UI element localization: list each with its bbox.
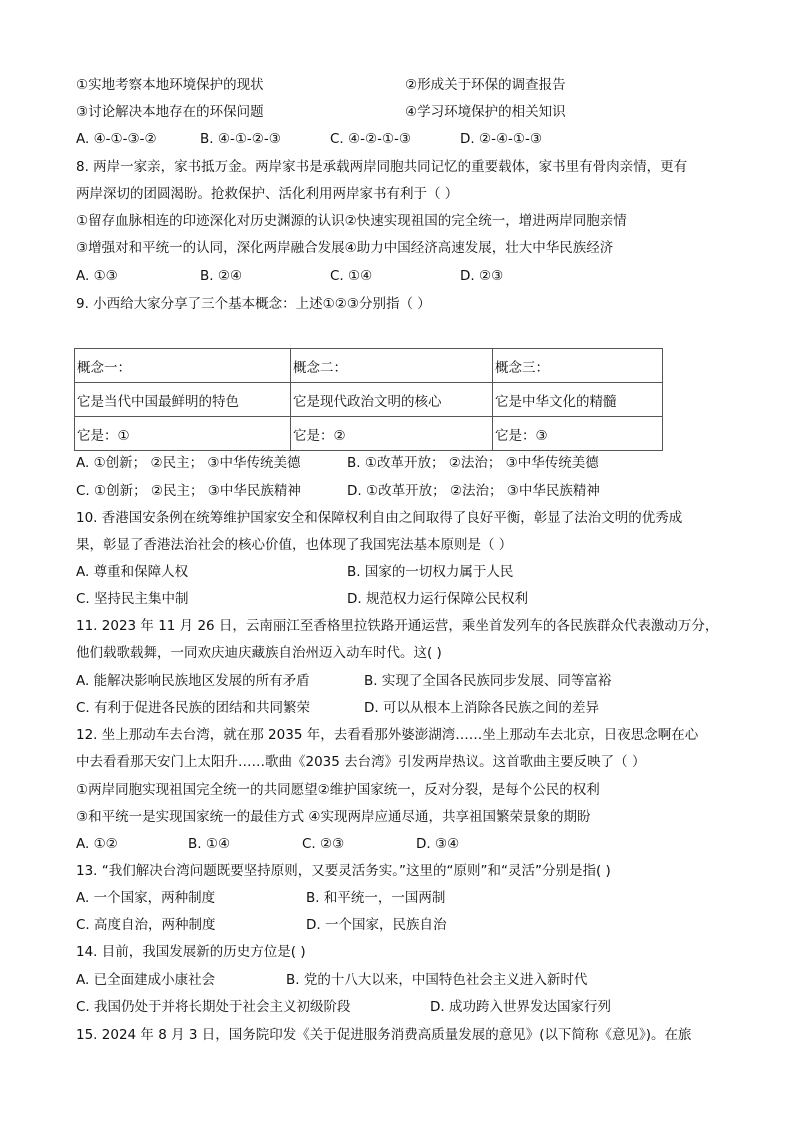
q8-option-a: A. ①③ <box>76 268 118 284</box>
table-row <box>75 417 663 451</box>
table-row <box>75 383 663 417</box>
q12-option-a: A. ①② <box>76 836 118 852</box>
q7-option-a: A. ④-①-③-② <box>76 131 157 147</box>
q13-option-b: B. 和平统一，一国两制 <box>306 890 446 906</box>
q9-option-b: B. ①改革开放； ②法治； ③中华传统美德 <box>347 455 599 471</box>
q13-option-c: C. 高度自治，两种制度 <box>76 917 216 933</box>
q7-option-b: B. ④-①-②-③ <box>200 131 281 147</box>
q10-stem-line1: 10. 香港国安条例在统筹维护国家安全和保障权利自由之间取得了良好平衡，彰显了法治文明的优秀成 <box>76 510 683 526</box>
q11-stem-line1: 11. 2023 年 11 月 26 日，云南丽江至香格里拉铁路开通运营，乘坐首发列车的各民族群众代表激动万分， <box>76 618 719 634</box>
table-cell: 它是当代中国最鲜明的特色 <box>75 383 291 417</box>
q7-item4: ④学习环境保护的相关知识 <box>405 104 566 120</box>
q14-option-a: A. 已全面建成小康社会 <box>76 972 216 988</box>
q7-item2: ②形成关于环保的调查报告 <box>405 77 566 93</box>
q8-stem-line2: 两岸深切的团圆渴盼。抢救保护、活化利用两岸家书有利于（ ） <box>76 186 459 202</box>
q13-option-d: D. 一个国家，民族自治 <box>306 917 447 933</box>
q8-option-d: D. ②③ <box>460 268 504 284</box>
q8-item-line2: ③增强对和平统一的认同，深化两岸融合发展④助力中国经济高速发展，壮大中华民族经济 <box>76 240 614 256</box>
q12-option-d: D. ③④ <box>416 836 460 852</box>
q12-option-c: C. ②③ <box>302 836 345 852</box>
q14-option-c: C. 我国仍处于并将长期处于社会主义初级阶段 <box>76 999 351 1015</box>
q15-stem-line1: 15. 2024 年 8 月 3 日，国务院印发《关于促进服务消费高质量发展的意见》(以下简称《意见》)。在旅 <box>76 1027 692 1043</box>
q11-option-c: C. 有利于促进各民族的团结和共同繁荣 <box>76 700 311 716</box>
table-cell: 它是：① <box>75 417 291 451</box>
q10-stem-line2: 果，彰显了香港法治社会的核心价值，也体现了我国宪法基本原则是（ ） <box>76 537 513 553</box>
table-cell: 概念一： <box>75 349 291 383</box>
q14-stem: 14. 目前，我国发展新的历史方位是( ) <box>76 944 306 960</box>
q7-item3: ③讨论解决本地存在的环保问题 <box>76 104 264 120</box>
q14-option-b: B. 党的十八大以来，中国特色社会主义进入新时代 <box>286 972 588 988</box>
q8-item-line1: ①留存血脉相连的印迹深化对历史渊源的认识②快速实现祖国的完全统一，增进两岸同胞亲情 <box>76 213 627 229</box>
table-cell: 概念三： <box>493 349 663 383</box>
q8-stem-line1: 8. 两岸一家亲，家书抵万金。两岸家书是承载两岸同胞共同记忆的重要载体，家书里有骨肉亲情，更有 <box>76 159 688 175</box>
q8-option-b: B. ②④ <box>200 268 243 284</box>
q10-option-d: D. 规范权力运行保障公民权利 <box>347 591 528 607</box>
q10-option-b: B. 国家的一切权力属于人民 <box>347 564 514 580</box>
q9-option-d: D. ①改革开放； ②法治； ③中华民族精神 <box>347 483 600 499</box>
q8-option-c: C. ①④ <box>330 268 373 284</box>
q7-option-c: C. ④-②-①-③ <box>330 131 412 147</box>
table-cell: 它是中华文化的精髓 <box>493 383 663 417</box>
q7-option-d: D. ②-④-①-③ <box>460 131 543 147</box>
q9-option-a: A. ①创新； ②民主； ③中华传统美德 <box>76 455 301 471</box>
q9-stem: 9. 小西给大家分享了三个基本概念：上述①②③分别指（ ） <box>76 296 431 312</box>
q13-option-a: A. 一个国家，两种制度 <box>76 890 216 906</box>
q10-option-a: A. 尊重和保障人权 <box>76 564 189 580</box>
q12-stem-line1: 12. 坐上那动车去台湾，就在那 2035 年，去看看那外婆澎湖湾……坐上那动车去北京，日夜思念啊在心 <box>76 727 699 743</box>
q11-option-b: B. 实现了全国各民族同步发展、同等富裕 <box>364 673 612 689</box>
q12-item-line1: ①两岸同胞实现祖国完全统一的共同愿望②维护国家统一，反对分裂，是每个公民的权利 <box>76 782 600 798</box>
table-row <box>75 349 663 383</box>
q12-stem-line2: 中去看看那天安门上太阳升……歌曲《2035 去台湾》引发两岸热议。这首歌曲主要反映了（ ） <box>76 754 646 770</box>
q7-item1: ①实地考察本地环境保护的现状 <box>76 77 264 93</box>
table-cell: 概念二： <box>291 349 493 383</box>
q11-option-a: A. 能解决影响民族地区发展的所有矛盾 <box>76 673 310 689</box>
q13-stem: 13. “我们解决台湾问题既要坚持原则，又要灵活务实。”这里的“原则”和“灵活”分别是指( ) <box>76 863 611 879</box>
q12-item-line2: ③和平统一是实现国家统一的最佳方式 ④实现两岸应通尽通，共享祖国繁荣景象的期盼 <box>76 809 591 825</box>
concept-table <box>74 348 663 451</box>
table-cell: 它是：③ <box>493 417 663 451</box>
q11-option-d: D. 可以从根本上消除各民族之间的差异 <box>364 700 599 716</box>
table-cell: 它是：② <box>291 417 493 451</box>
q12-option-b: B. ①④ <box>188 836 231 852</box>
q14-option-d: D. 成功跨入世界发达国家行列 <box>430 999 611 1015</box>
q11-stem-line2: 他们载歌载舞，一同欢庆迪庆藏族自治州迈入动车时代。这( ) <box>76 645 442 661</box>
q10-option-c: C. 坚持民主集中制 <box>76 591 189 607</box>
q9-option-c: C. ①创新； ②民主； ③中华民族精神 <box>76 483 301 499</box>
table-cell: 它是现代政治文明的核心 <box>291 383 493 417</box>
